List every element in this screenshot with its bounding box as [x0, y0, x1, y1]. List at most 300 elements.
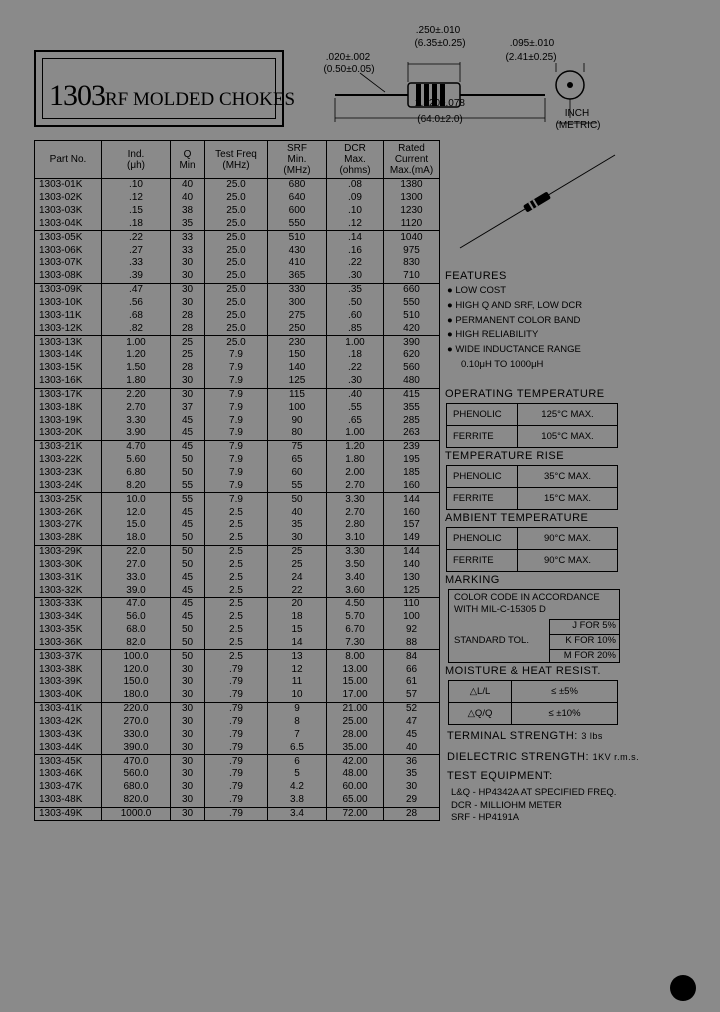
table-row [35, 179, 440, 192]
cell-ind: 390.0 [102, 741, 171, 754]
cell-dcr: .65 [327, 414, 384, 427]
cell-part-no: 1303-37K [35, 650, 102, 663]
cell-ind: 2.70 [102, 401, 171, 414]
cell-part-no: 1303-36K [35, 637, 102, 650]
cell-q: 33 [171, 244, 205, 257]
cell-q: 33 [171, 231, 205, 244]
cell-ind: 47.0 [102, 598, 171, 611]
cell-q: 37 [171, 401, 205, 414]
cell-test-freq: 2.5 [205, 611, 268, 624]
title-text [49, 79, 295, 113]
cell-part-no: 1303-09K [35, 283, 102, 296]
cell-q: 45 [171, 519, 205, 532]
cell-dcr: 2.80 [327, 519, 384, 532]
cell-ind: 220.0 [102, 702, 171, 715]
cell-rated-current: 52 [384, 702, 440, 715]
tolerance-m: M FOR 20% [563, 650, 616, 661]
cell-test-freq: 25.0 [205, 270, 268, 283]
cell-ind: 560.0 [102, 768, 171, 781]
cell-part-no: 1303-41K [35, 702, 102, 715]
cell-test-freq: 7.9 [205, 427, 268, 440]
cell-dcr: 6.70 [327, 624, 384, 637]
cell-q: 28 [171, 362, 205, 375]
cell-ind: 330.0 [102, 728, 171, 741]
cell-srf: 22 [268, 584, 327, 597]
col-header-rated-current: Rated Current Max.(mA) [384, 141, 440, 179]
cell-part-no: 1303-05K [35, 231, 102, 244]
cell-rated-current: 1300 [384, 192, 440, 205]
cell-test-freq: 7.9 [205, 375, 268, 388]
cell-ind: 18.0 [102, 532, 171, 545]
marking-title: MARKING [445, 574, 500, 586]
cell-q: 50 [171, 650, 205, 663]
cell-rated-current: 1230 [384, 205, 440, 218]
cell-dcr: .16 [327, 244, 384, 257]
cell-rated-current: 263 [384, 427, 440, 440]
cell-rated-current: 160 [384, 506, 440, 519]
cell-rated-current: 420 [384, 322, 440, 335]
cell-rated-current: 92 [384, 624, 440, 637]
cell-dcr: 1.00 [327, 336, 384, 349]
cell-rated-current: 975 [384, 244, 440, 257]
parts-table [34, 140, 440, 821]
cell-srf: 600 [268, 205, 327, 218]
marking-line-1: COLOR CODE IN ACCORDANCE [454, 592, 600, 603]
cell-part-no: 1303-24K [35, 479, 102, 492]
cell-part-no: 1303-48K [35, 794, 102, 807]
table-header-row [35, 141, 440, 179]
cell-test-freq: 25.0 [205, 297, 268, 310]
cell-q: 40 [171, 192, 205, 205]
cell-srf: 20 [268, 598, 327, 611]
cell-rated-current: 550 [384, 297, 440, 310]
cell-ind: 1.20 [102, 349, 171, 362]
cell-dcr: 3.40 [327, 571, 384, 584]
table-row [35, 702, 440, 715]
cell-part-no: 1303-30K [35, 558, 102, 571]
cell-ind: 1.00 [102, 336, 171, 349]
cell-ind: 1000.0 [102, 807, 171, 821]
table-row [35, 205, 440, 218]
cell-ind: 33.0 [102, 571, 171, 584]
table-row [35, 322, 440, 335]
cell-part-no: 1303-34K [35, 611, 102, 624]
cell-ind: 270.0 [102, 716, 171, 729]
cell-dcr: 2.70 [327, 479, 384, 492]
overall-length-dim: 2.520±.078 [415, 98, 465, 109]
table-row [35, 506, 440, 519]
table-row [35, 728, 440, 741]
cell-q: 30 [171, 768, 205, 781]
cell-part-no: 1303-02K [35, 192, 102, 205]
col-header-srf: SRF Min. (MHz) [268, 141, 327, 179]
cell-rated-current: 1380 [384, 179, 440, 192]
cell-q: 30 [171, 375, 205, 388]
cell-part-no: 1303-10K [35, 297, 102, 310]
cell-q: 45 [171, 584, 205, 597]
cell-test-freq: 2.5 [205, 558, 268, 571]
table-row [35, 794, 440, 807]
cell-ind: 1.80 [102, 375, 171, 388]
cell-q: 25 [171, 336, 205, 349]
cell-srf: 55 [268, 479, 327, 492]
cell-test-freq: 25.0 [205, 283, 268, 296]
cell-part-no: 1303-33K [35, 598, 102, 611]
cell-dcr: 7.30 [327, 637, 384, 650]
cell-srf: 510 [268, 231, 327, 244]
table-row [35, 440, 440, 453]
table-row [35, 467, 440, 480]
cell-test-freq: 2.5 [205, 624, 268, 637]
cell-q: 30 [171, 716, 205, 729]
cell-test-freq: 25.0 [205, 322, 268, 335]
cell-srf: 8 [268, 716, 327, 729]
cell-ind: 3.90 [102, 427, 171, 440]
cell-q: 45 [171, 440, 205, 453]
table-row [35, 781, 440, 794]
cell-test-freq: 2.5 [205, 637, 268, 650]
cell-part-no: 1303-42K [35, 716, 102, 729]
cell-rated-current: 35 [384, 768, 440, 781]
table-row [35, 231, 440, 244]
cell-ind: 180.0 [102, 689, 171, 702]
cell-q: 30 [171, 283, 205, 296]
cell-ind: 5.60 [102, 454, 171, 467]
cell-dcr: 1.00 [327, 427, 384, 440]
cell-test-freq: 7.9 [205, 362, 268, 375]
cell-test-freq: 25.0 [205, 205, 268, 218]
cell-q: 50 [171, 532, 205, 545]
tolerance-k: K FOR 10% [550, 635, 620, 650]
cell-dcr: .08 [327, 179, 384, 192]
cell-test-freq: .79 [205, 741, 268, 754]
feature-item: ● LOW COST [447, 285, 507, 296]
lead-diameter-metric: (0.50±0.05) [323, 64, 375, 75]
cell-q: 45 [171, 414, 205, 427]
cell-srf: 5 [268, 768, 327, 781]
cell-dcr: 48.00 [327, 768, 384, 781]
cell-part-no: 1303-38K [35, 663, 102, 676]
cell-ind: 12.0 [102, 506, 171, 519]
cell-srf: 330 [268, 283, 327, 296]
temp-rise-title: TEMPERATURE RISE [445, 450, 565, 462]
cell-ind: .39 [102, 270, 171, 283]
cell-ind: 470.0 [102, 755, 171, 768]
cell-q: 30 [171, 689, 205, 702]
cell-part-no: 1303-43K [35, 728, 102, 741]
table-row [35, 309, 440, 322]
cell-srf: 12 [268, 663, 327, 676]
cell-rated-current: 45 [384, 728, 440, 741]
table-row [35, 427, 440, 440]
cell-srf: 3.4 [268, 807, 327, 821]
cell-dcr: .30 [327, 270, 384, 283]
cell-part-no: 1303-13K [35, 336, 102, 349]
cell-q: 45 [171, 427, 205, 440]
cell-dcr: 28.00 [327, 728, 384, 741]
feature-item: ● HIGH RELIABILITY [447, 329, 539, 341]
cell-q: 28 [171, 322, 205, 335]
cell-ind: .68 [102, 309, 171, 322]
cell-rated-current: 47 [384, 716, 440, 729]
cell-srf: 300 [268, 297, 327, 310]
cell-rated-current: 29 [384, 794, 440, 807]
table-row [35, 336, 440, 349]
terminal-strength: TERMINAL STRENGTH: 3 lbs [447, 730, 603, 742]
cell-dcr: .30 [327, 375, 384, 388]
cell-srf: 60 [268, 467, 327, 480]
cell-ind: 8.20 [102, 479, 171, 492]
cell-rated-current: 355 [384, 401, 440, 414]
cell-srf: 40 [268, 506, 327, 519]
cell-dcr: 5.70 [327, 611, 384, 624]
cell-q: 55 [171, 493, 205, 506]
cell-part-no: 1303-44K [35, 741, 102, 754]
cell-ind: 15.0 [102, 519, 171, 532]
table-row [35, 637, 440, 650]
test-equipment-list [451, 787, 616, 825]
title-box [34, 50, 296, 127]
cell-q: 30 [171, 388, 205, 401]
cell-test-freq: 2.5 [205, 532, 268, 545]
cell-srf: 75 [268, 440, 327, 453]
cell-q: 50 [171, 558, 205, 571]
table-row [35, 532, 440, 545]
cell-part-no: 1303-40K [35, 689, 102, 702]
test-equipment-line: DCR - MILLIOHM METER [451, 799, 562, 811]
cell-test-freq: .79 [205, 768, 268, 781]
table-row [35, 755, 440, 768]
cell-ind: .10 [102, 179, 171, 192]
parts-table-body [35, 179, 440, 821]
cell-test-freq: 2.5 [205, 571, 268, 584]
cell-q: 50 [171, 637, 205, 650]
col-header-q: Q Min [171, 141, 205, 179]
cell-srf: 3.8 [268, 794, 327, 807]
cell-dcr: 3.30 [327, 493, 384, 506]
cell-q: 45 [171, 598, 205, 611]
cell-dcr: 25.00 [327, 716, 384, 729]
lead-diameter-dim: .020±.002 [325, 52, 371, 63]
cell-q: 30 [171, 297, 205, 310]
cell-test-freq: 7.9 [205, 454, 268, 467]
cell-srf: 24 [268, 571, 327, 584]
cell-part-no: 1303-22K [35, 454, 102, 467]
body-length-dim: .250±.010 [415, 25, 461, 36]
cell-dcr: 3.30 [327, 545, 384, 558]
table-row [35, 676, 440, 689]
cell-q: 38 [171, 205, 205, 218]
cell-part-no: 1303-45K [35, 755, 102, 768]
cell-dcr: 13.00 [327, 663, 384, 676]
table-row [35, 362, 440, 375]
title-subtitle: RF MOLDED CHOKES [105, 89, 296, 110]
cell-part-no: 1303-07K [35, 257, 102, 270]
cell-ind: .15 [102, 205, 171, 218]
cell-srf: 230 [268, 336, 327, 349]
moisture-table: △L/L ≤ ±5% △Q/Q ≤ ±10% [448, 680, 618, 725]
cell-test-freq: 7.9 [205, 349, 268, 362]
cell-test-freq: 7.9 [205, 479, 268, 492]
body-length-metric: (6.35±0.25) [414, 38, 466, 49]
cell-test-freq: 7.9 [205, 467, 268, 480]
cell-srf: 410 [268, 257, 327, 270]
temp-rise-table: PHENOLIC 35°C MAX. FERRITE 15°C MAX. [446, 465, 618, 510]
cell-q: 25 [171, 349, 205, 362]
cell-test-freq: 7.9 [205, 440, 268, 453]
cell-srf: 250 [268, 322, 327, 335]
cell-part-no: 1303-32K [35, 584, 102, 597]
cell-rated-current: 560 [384, 362, 440, 375]
cell-ind: .22 [102, 231, 171, 244]
cell-srf: 7 [268, 728, 327, 741]
cell-part-no: 1303-39K [35, 676, 102, 689]
cell-rated-current: 620 [384, 349, 440, 362]
cell-dcr: .85 [327, 322, 384, 335]
cell-rated-current: 36 [384, 755, 440, 768]
table-row [35, 493, 440, 506]
cell-part-no: 1303-08K [35, 270, 102, 283]
cell-srf: 550 [268, 218, 327, 231]
cell-q: 55 [171, 479, 205, 492]
cell-part-no: 1303-46K [35, 768, 102, 781]
cell-test-freq: 25.0 [205, 218, 268, 231]
cell-ind: 100.0 [102, 650, 171, 663]
cell-dcr: 42.00 [327, 755, 384, 768]
cell-rated-current: 100 [384, 611, 440, 624]
cell-dcr: 2.70 [327, 506, 384, 519]
cell-q: 28 [171, 309, 205, 322]
cell-rated-current: 130 [384, 571, 440, 584]
cell-rated-current: 415 [384, 388, 440, 401]
col-header-part-no: Part No. [35, 141, 102, 179]
cell-srf: 15 [268, 624, 327, 637]
test-equipment-line: SRF - HP4191A [451, 812, 520, 823]
cell-dcr: .12 [327, 218, 384, 231]
standard-tol-label: STANDARD TOL. [454, 635, 529, 646]
cell-srf: 13 [268, 650, 327, 663]
cell-rated-current: 28 [384, 807, 440, 821]
features-title: FEATURES [445, 270, 507, 282]
cell-dcr: 60.00 [327, 781, 384, 794]
table-row [35, 716, 440, 729]
cell-test-freq: .79 [205, 716, 268, 729]
cell-srf: 100 [268, 401, 327, 414]
cell-test-freq: 2.5 [205, 650, 268, 663]
cell-ind: .56 [102, 297, 171, 310]
cell-srf: 680 [268, 179, 327, 192]
cell-dcr: .60 [327, 309, 384, 322]
marking-box [448, 589, 620, 663]
feature-item: ● WIDE INDUCTANCE RANGE [447, 344, 581, 356]
cell-rated-current: 710 [384, 270, 440, 283]
cell-q: 50 [171, 545, 205, 558]
cell-ind: 27.0 [102, 558, 171, 571]
cell-q: 45 [171, 571, 205, 584]
cell-part-no: 1303-14K [35, 349, 102, 362]
cell-q: 30 [171, 676, 205, 689]
cell-dcr: 3.60 [327, 584, 384, 597]
cell-rated-current: 195 [384, 454, 440, 467]
cell-ind: .82 [102, 322, 171, 335]
cell-dcr: .10 [327, 205, 384, 218]
cell-test-freq: .79 [205, 663, 268, 676]
dielectric-strength: DIELECTRIC STRENGTH: 1KV r.m.s. [447, 751, 640, 763]
table-row [35, 454, 440, 467]
cell-srf: 430 [268, 244, 327, 257]
cell-ind: 120.0 [102, 663, 171, 676]
cell-rated-current: 140 [384, 558, 440, 571]
cell-test-freq: .79 [205, 728, 268, 741]
cell-test-freq: 2.5 [205, 584, 268, 597]
ambient-temp-title: AMBIENT TEMPERATURE [445, 512, 589, 524]
cell-srf: 25 [268, 545, 327, 558]
cell-rated-current: 480 [384, 375, 440, 388]
cell-srf: 4.2 [268, 781, 327, 794]
cell-srf: 80 [268, 427, 327, 440]
cell-test-freq: 25.0 [205, 231, 268, 244]
cell-ind: 68.0 [102, 624, 171, 637]
cell-rated-current: 157 [384, 519, 440, 532]
cell-test-freq: .79 [205, 702, 268, 715]
cell-q: 50 [171, 454, 205, 467]
cell-srf: 125 [268, 375, 327, 388]
cell-part-no: 1303-17K [35, 388, 102, 401]
cell-test-freq: 2.5 [205, 598, 268, 611]
cell-part-no: 1303-12K [35, 322, 102, 335]
table-row [35, 741, 440, 754]
cell-srf: 365 [268, 270, 327, 283]
cell-dcr: .14 [327, 231, 384, 244]
cell-q: 30 [171, 794, 205, 807]
cell-q: 30 [171, 807, 205, 821]
table-row [35, 283, 440, 296]
cell-rated-current: 1120 [384, 218, 440, 231]
cell-part-no: 1303-35K [35, 624, 102, 637]
cell-test-freq: 7.9 [205, 414, 268, 427]
cell-q: 45 [171, 506, 205, 519]
cell-srf: 65 [268, 454, 327, 467]
table-row [35, 244, 440, 257]
cell-q: 30 [171, 741, 205, 754]
cell-q: 30 [171, 702, 205, 715]
cell-srf: 640 [268, 192, 327, 205]
cell-dcr: .09 [327, 192, 384, 205]
cell-srf: 150 [268, 349, 327, 362]
table-row [35, 388, 440, 401]
cell-part-no: 1303-01K [35, 179, 102, 192]
cell-q: 30 [171, 257, 205, 270]
cell-ind: 1.50 [102, 362, 171, 375]
feature-item: ● HIGH Q AND SRF, LOW DCR [447, 299, 583, 311]
cell-rated-current: 88 [384, 637, 440, 650]
cell-rated-current: 160 [384, 479, 440, 492]
cell-part-no: 1303-49K [35, 807, 102, 821]
cell-test-freq: .79 [205, 755, 268, 768]
cell-ind: .27 [102, 244, 171, 257]
operating-temp-title: OPERATING TEMPERATURE [445, 388, 605, 400]
cell-test-freq: .79 [205, 807, 268, 821]
cell-test-freq: .79 [205, 676, 268, 689]
cell-q: 50 [171, 467, 205, 480]
cell-test-freq: 7.9 [205, 388, 268, 401]
table-row [35, 545, 440, 558]
cell-ind: 3.30 [102, 414, 171, 427]
feature-range: 0.10μH TO 1000μH [461, 358, 544, 370]
cell-srf: 25 [268, 558, 327, 571]
cell-ind: 680.0 [102, 781, 171, 794]
cell-dcr: 15.00 [327, 676, 384, 689]
